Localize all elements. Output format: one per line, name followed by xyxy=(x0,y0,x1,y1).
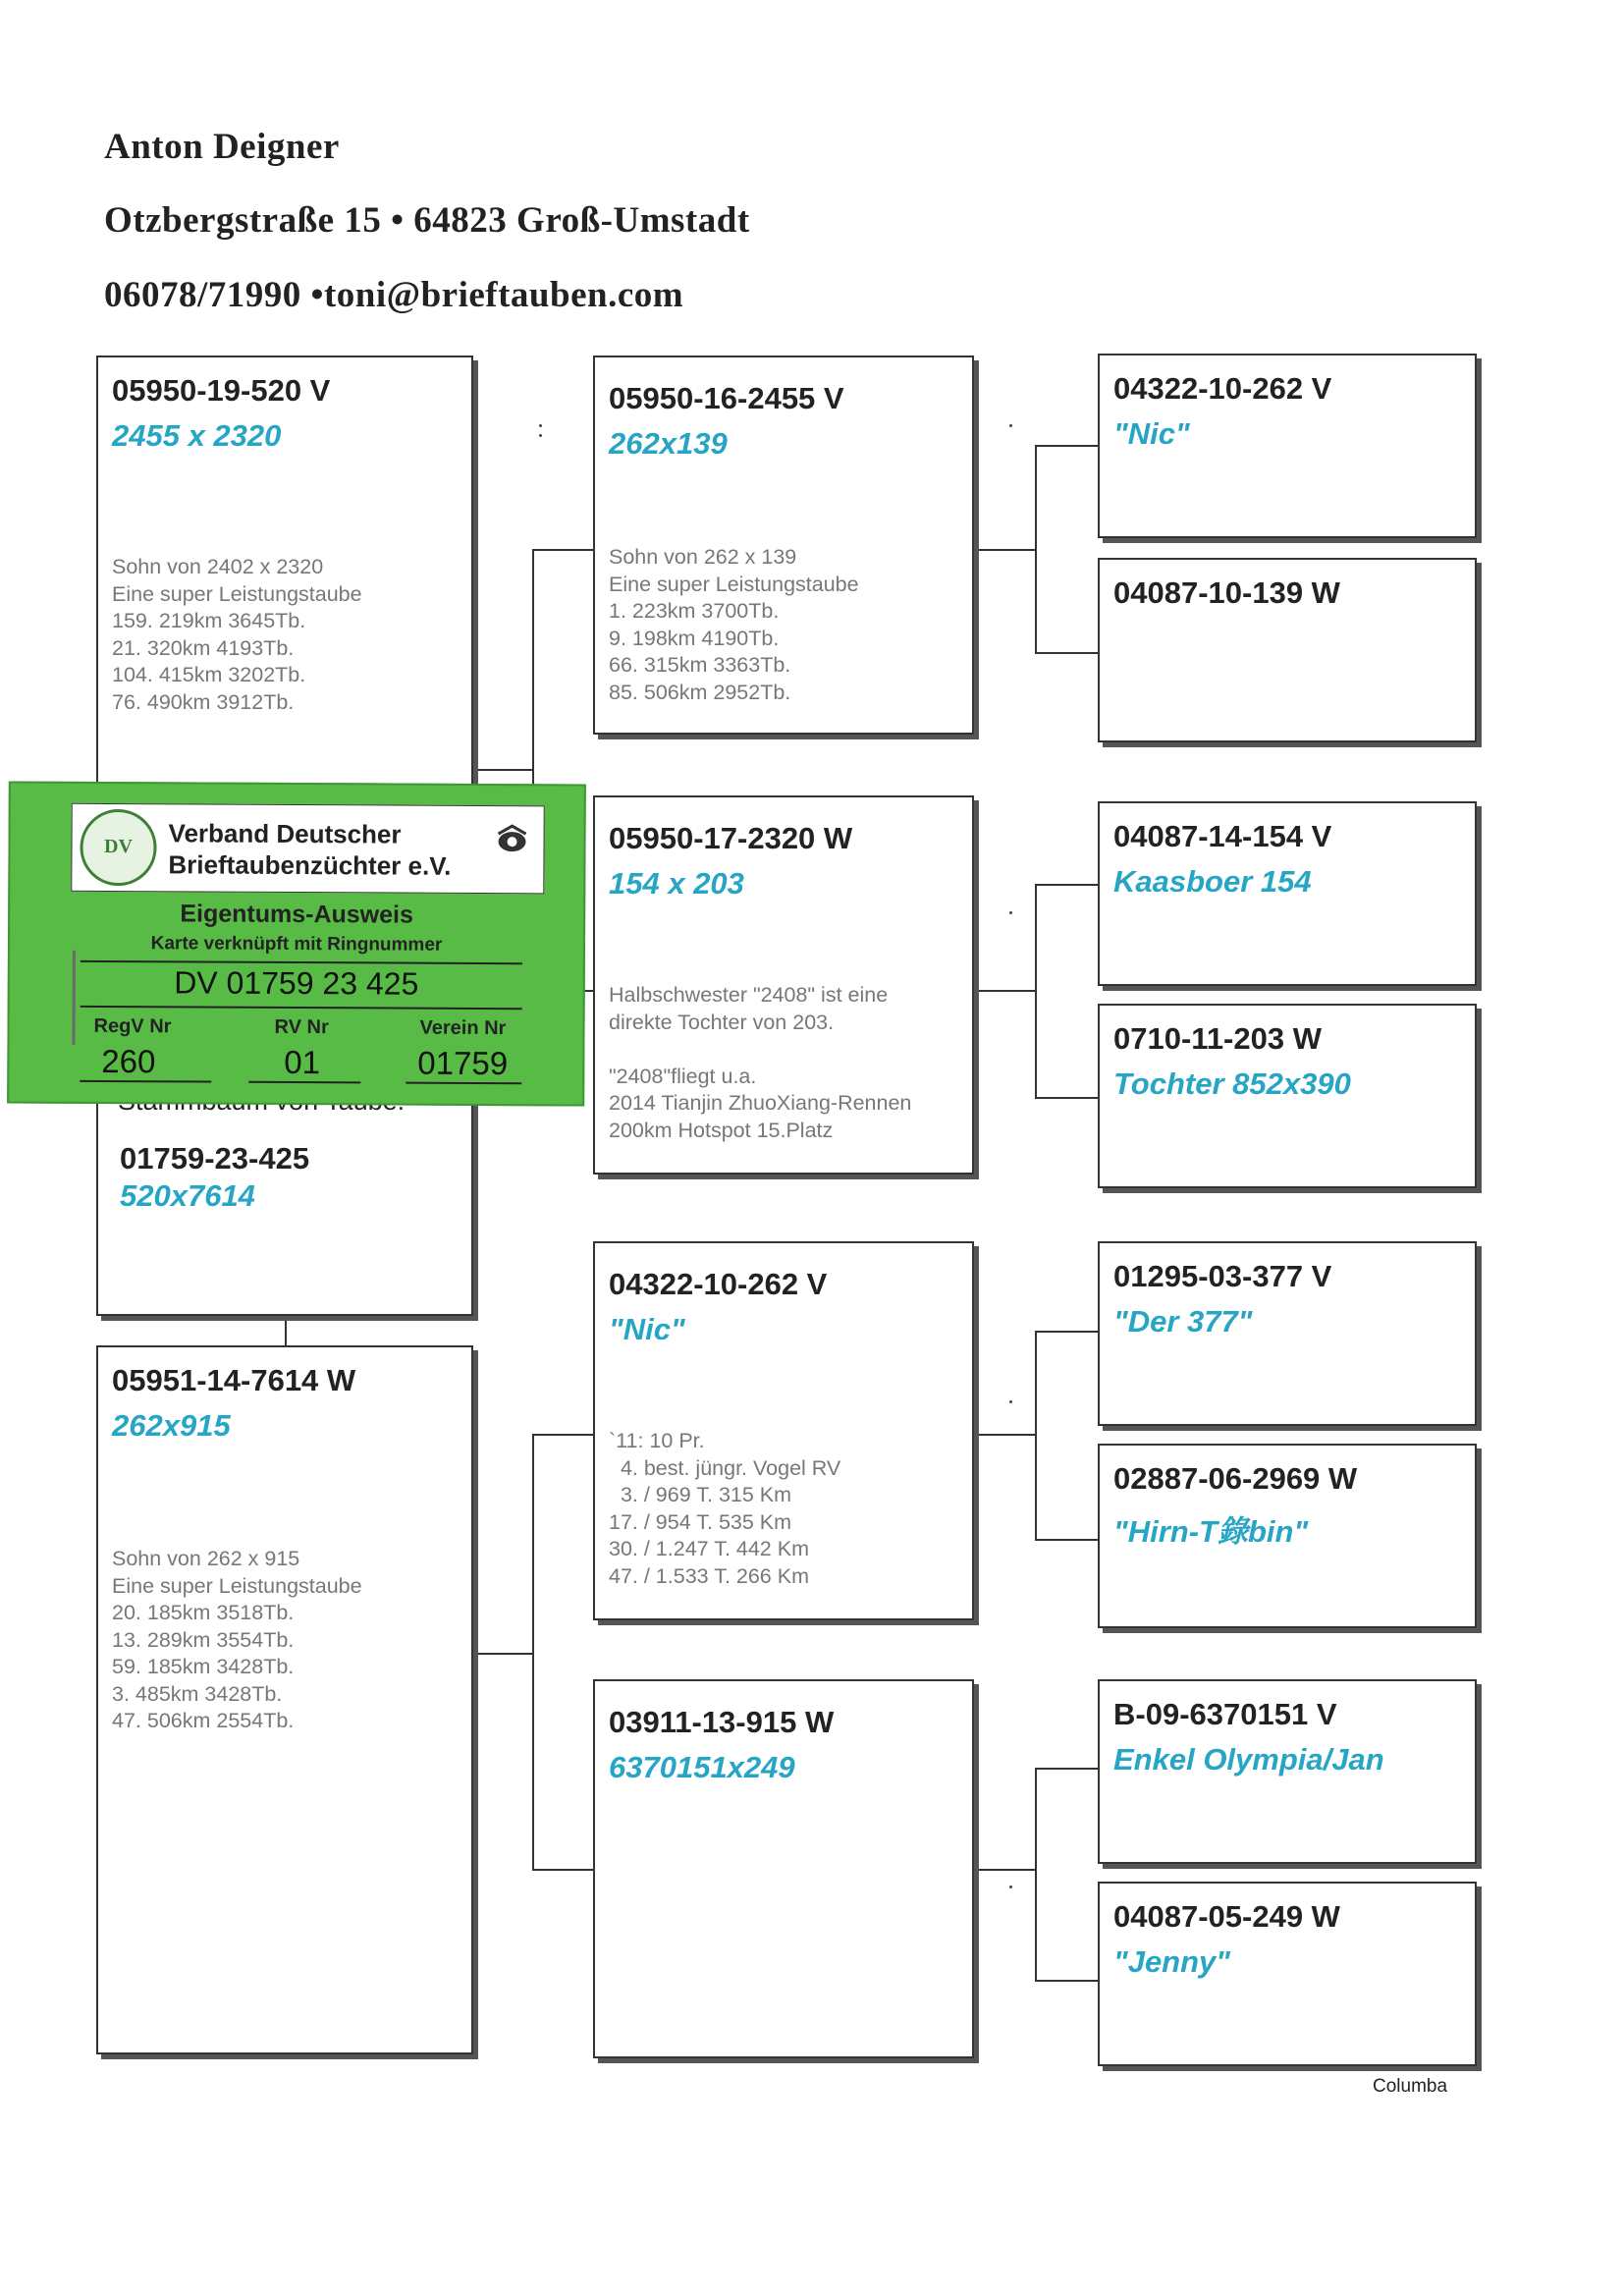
label-verein: Verein Nr xyxy=(419,1016,507,1040)
performance-notes: Sohn von 2402 x 2320 Eine super Leistungstaube 159. 219km 3645Tb. 21. 320km 4193Tb. 104. 415km 3202Tb. 76. 490km 3912Tb. xyxy=(112,555,362,714)
ring-number: 03911-13-915 W xyxy=(609,1705,835,1739)
pedigree-box-ff xyxy=(593,355,974,735)
ring-number: 05951-14-7614 W xyxy=(112,1363,356,1397)
ring-number: 0710-11-203 W xyxy=(1113,1021,1322,1056)
scan-speck xyxy=(539,434,542,437)
scan-speck xyxy=(539,424,542,427)
connector xyxy=(532,1434,534,1870)
connector xyxy=(532,1434,593,1436)
connector xyxy=(1035,1768,1098,1770)
pedigree-box-fm xyxy=(593,795,974,1175)
pedigree-box-fmf xyxy=(1098,801,1477,986)
scan-speck xyxy=(1009,424,1012,427)
connector xyxy=(1035,1768,1037,1981)
card-title: Eigentums-Ausweis xyxy=(180,900,414,929)
ring-number: 04322-10-262 V xyxy=(609,1267,828,1301)
scan-speck xyxy=(1009,911,1012,914)
parentage: 6370151x249 xyxy=(609,1750,795,1784)
ring-number: 04322-10-262 V xyxy=(1113,371,1332,406)
pedigree-box-fff xyxy=(1098,354,1477,538)
pedigree-box-mf xyxy=(593,1241,974,1620)
connector xyxy=(1035,884,1037,1098)
connector xyxy=(974,990,1035,992)
card-rule xyxy=(80,1080,211,1083)
ring-number: B-09-6370151 V xyxy=(1113,1697,1337,1731)
connector xyxy=(1035,445,1037,653)
pedigree-box-mmf xyxy=(1098,1679,1477,1864)
card-banner xyxy=(71,803,544,895)
parentage: "Jenny" xyxy=(1113,1944,1230,1979)
scan-speck xyxy=(1009,1400,1012,1403)
card-subtitle: Karte verknüpft mit Ringnummer xyxy=(150,933,443,956)
pedigree-box-mff xyxy=(1098,1241,1477,1426)
pedigree-box-mother xyxy=(96,1345,473,2054)
parentage: Kaasboer 154 xyxy=(1113,864,1312,899)
connector xyxy=(1035,1097,1098,1099)
card-rule xyxy=(81,1006,522,1010)
card-ring-number: DV 01759 23 425 xyxy=(174,964,419,1002)
ring-number: 02887-06-2969 W xyxy=(1113,1461,1358,1496)
connector xyxy=(1035,1331,1098,1333)
pedigree-box-father xyxy=(96,355,473,797)
parentage: 2455 x 2320 xyxy=(112,418,282,453)
parentage: "Nic" xyxy=(1113,416,1190,451)
pedigree-box-ffm xyxy=(1098,558,1477,742)
org-name-line1: Verband Deutscher xyxy=(168,818,402,849)
parentage: "Der 377" xyxy=(1113,1304,1253,1339)
ring-number: 01295-03-377 V xyxy=(1113,1259,1332,1293)
value-verein: 01759 xyxy=(417,1044,509,1082)
org-name-line2: Brieftaubenzüchter e.V. xyxy=(168,849,452,881)
connector xyxy=(1035,652,1098,654)
connector xyxy=(1035,445,1098,447)
ring-number: 04087-05-249 W xyxy=(1113,1899,1340,1934)
connector xyxy=(1035,1331,1037,1540)
pedigree-box-mmm xyxy=(1098,1882,1477,2066)
ring-number: 04087-10-139 W xyxy=(1113,575,1340,610)
ring-number: 01759-23-425 xyxy=(120,1141,310,1175)
parentage: 520x7614 xyxy=(120,1178,255,1213)
ring-number: 05950-17-2320 W xyxy=(609,821,853,855)
performance-notes: Halbschwester "2408" ist eine direkte Tochter von 203. "2408"fliegt u.a. 2014 Tianjin ZhuoXiang-Rennen 200km Hotspot 15.Platz xyxy=(609,983,912,1142)
connector xyxy=(532,1869,593,1871)
scan-speck xyxy=(1009,1886,1012,1888)
connector xyxy=(974,1434,1035,1436)
connector xyxy=(974,549,1035,551)
dv-logo: DV xyxy=(80,809,156,886)
parentage: 154 x 203 xyxy=(609,866,744,901)
card-rule xyxy=(406,1082,521,1085)
pedigree-box-fmm xyxy=(1098,1004,1477,1188)
footer-brand: Columba xyxy=(1373,2076,1448,2097)
connector xyxy=(1035,1980,1098,1982)
label-rv: RV Nr xyxy=(274,1015,329,1039)
connector xyxy=(532,549,593,551)
parentage: 262x139 xyxy=(609,426,728,461)
pedigree-box-mfm xyxy=(1098,1444,1477,1628)
connector xyxy=(1035,884,1098,886)
breeder-address: Otzbergstraße 15 • 64823 Groß-Umstadt xyxy=(104,200,750,241)
label-regv: RegV Nr xyxy=(93,1014,172,1038)
pedigree-box-mm xyxy=(593,1679,974,2058)
parentage: 262x915 xyxy=(112,1408,231,1443)
value-rv: 01 xyxy=(284,1043,321,1081)
value-regv: 260 xyxy=(101,1042,156,1080)
parentage: Tochter 852x390 xyxy=(1113,1066,1351,1101)
connector xyxy=(1035,1539,1098,1541)
connector xyxy=(473,1653,532,1655)
connector xyxy=(473,769,532,771)
ownership-card xyxy=(7,781,586,1106)
card-rule xyxy=(248,1081,360,1084)
performance-notes: Sohn von 262 x 139 Eine super Leistungstaube 1. 223km 3700Tb. 9. 198km 4190Tb. 66. 315km 3363Tb. 85. 506km 2952Tb. xyxy=(609,545,859,704)
parentage: "Nic" xyxy=(609,1312,685,1346)
connector xyxy=(974,1869,1035,1871)
parentage: Enkel Olympia/Jan xyxy=(1113,1742,1384,1777)
ring-number: 04087-14-154 V xyxy=(1113,819,1332,853)
breeder-name: Anton Deigner xyxy=(104,127,340,167)
parentage: "Hirn-T錄bin" xyxy=(1113,1514,1309,1549)
emblem-icon xyxy=(492,824,531,857)
breeder-contact: 06078/71990 •toni@brieftauben.com xyxy=(104,275,684,315)
ring-number: 05950-19-520 V xyxy=(112,373,331,408)
performance-notes: `11: 10 Pr. 4. best. jüngr. Vogel RV 3. / 969 T. 315 Km 17. / 954 T. 535 Km 30. / 1.247 T. 442 Km 47. / 1.533 T. 266 Km xyxy=(609,1429,841,1588)
performance-notes: Sohn von 262 x 915 Eine super Leistungstaube 20. 185km 3518Tb. 13. 289km 3554Tb. 59. 185km 3428Tb. 3. 485km 3428Tb. 47. 506km 2554Tb. xyxy=(112,1547,362,1732)
ring-number: 05950-16-2455 V xyxy=(609,381,844,415)
